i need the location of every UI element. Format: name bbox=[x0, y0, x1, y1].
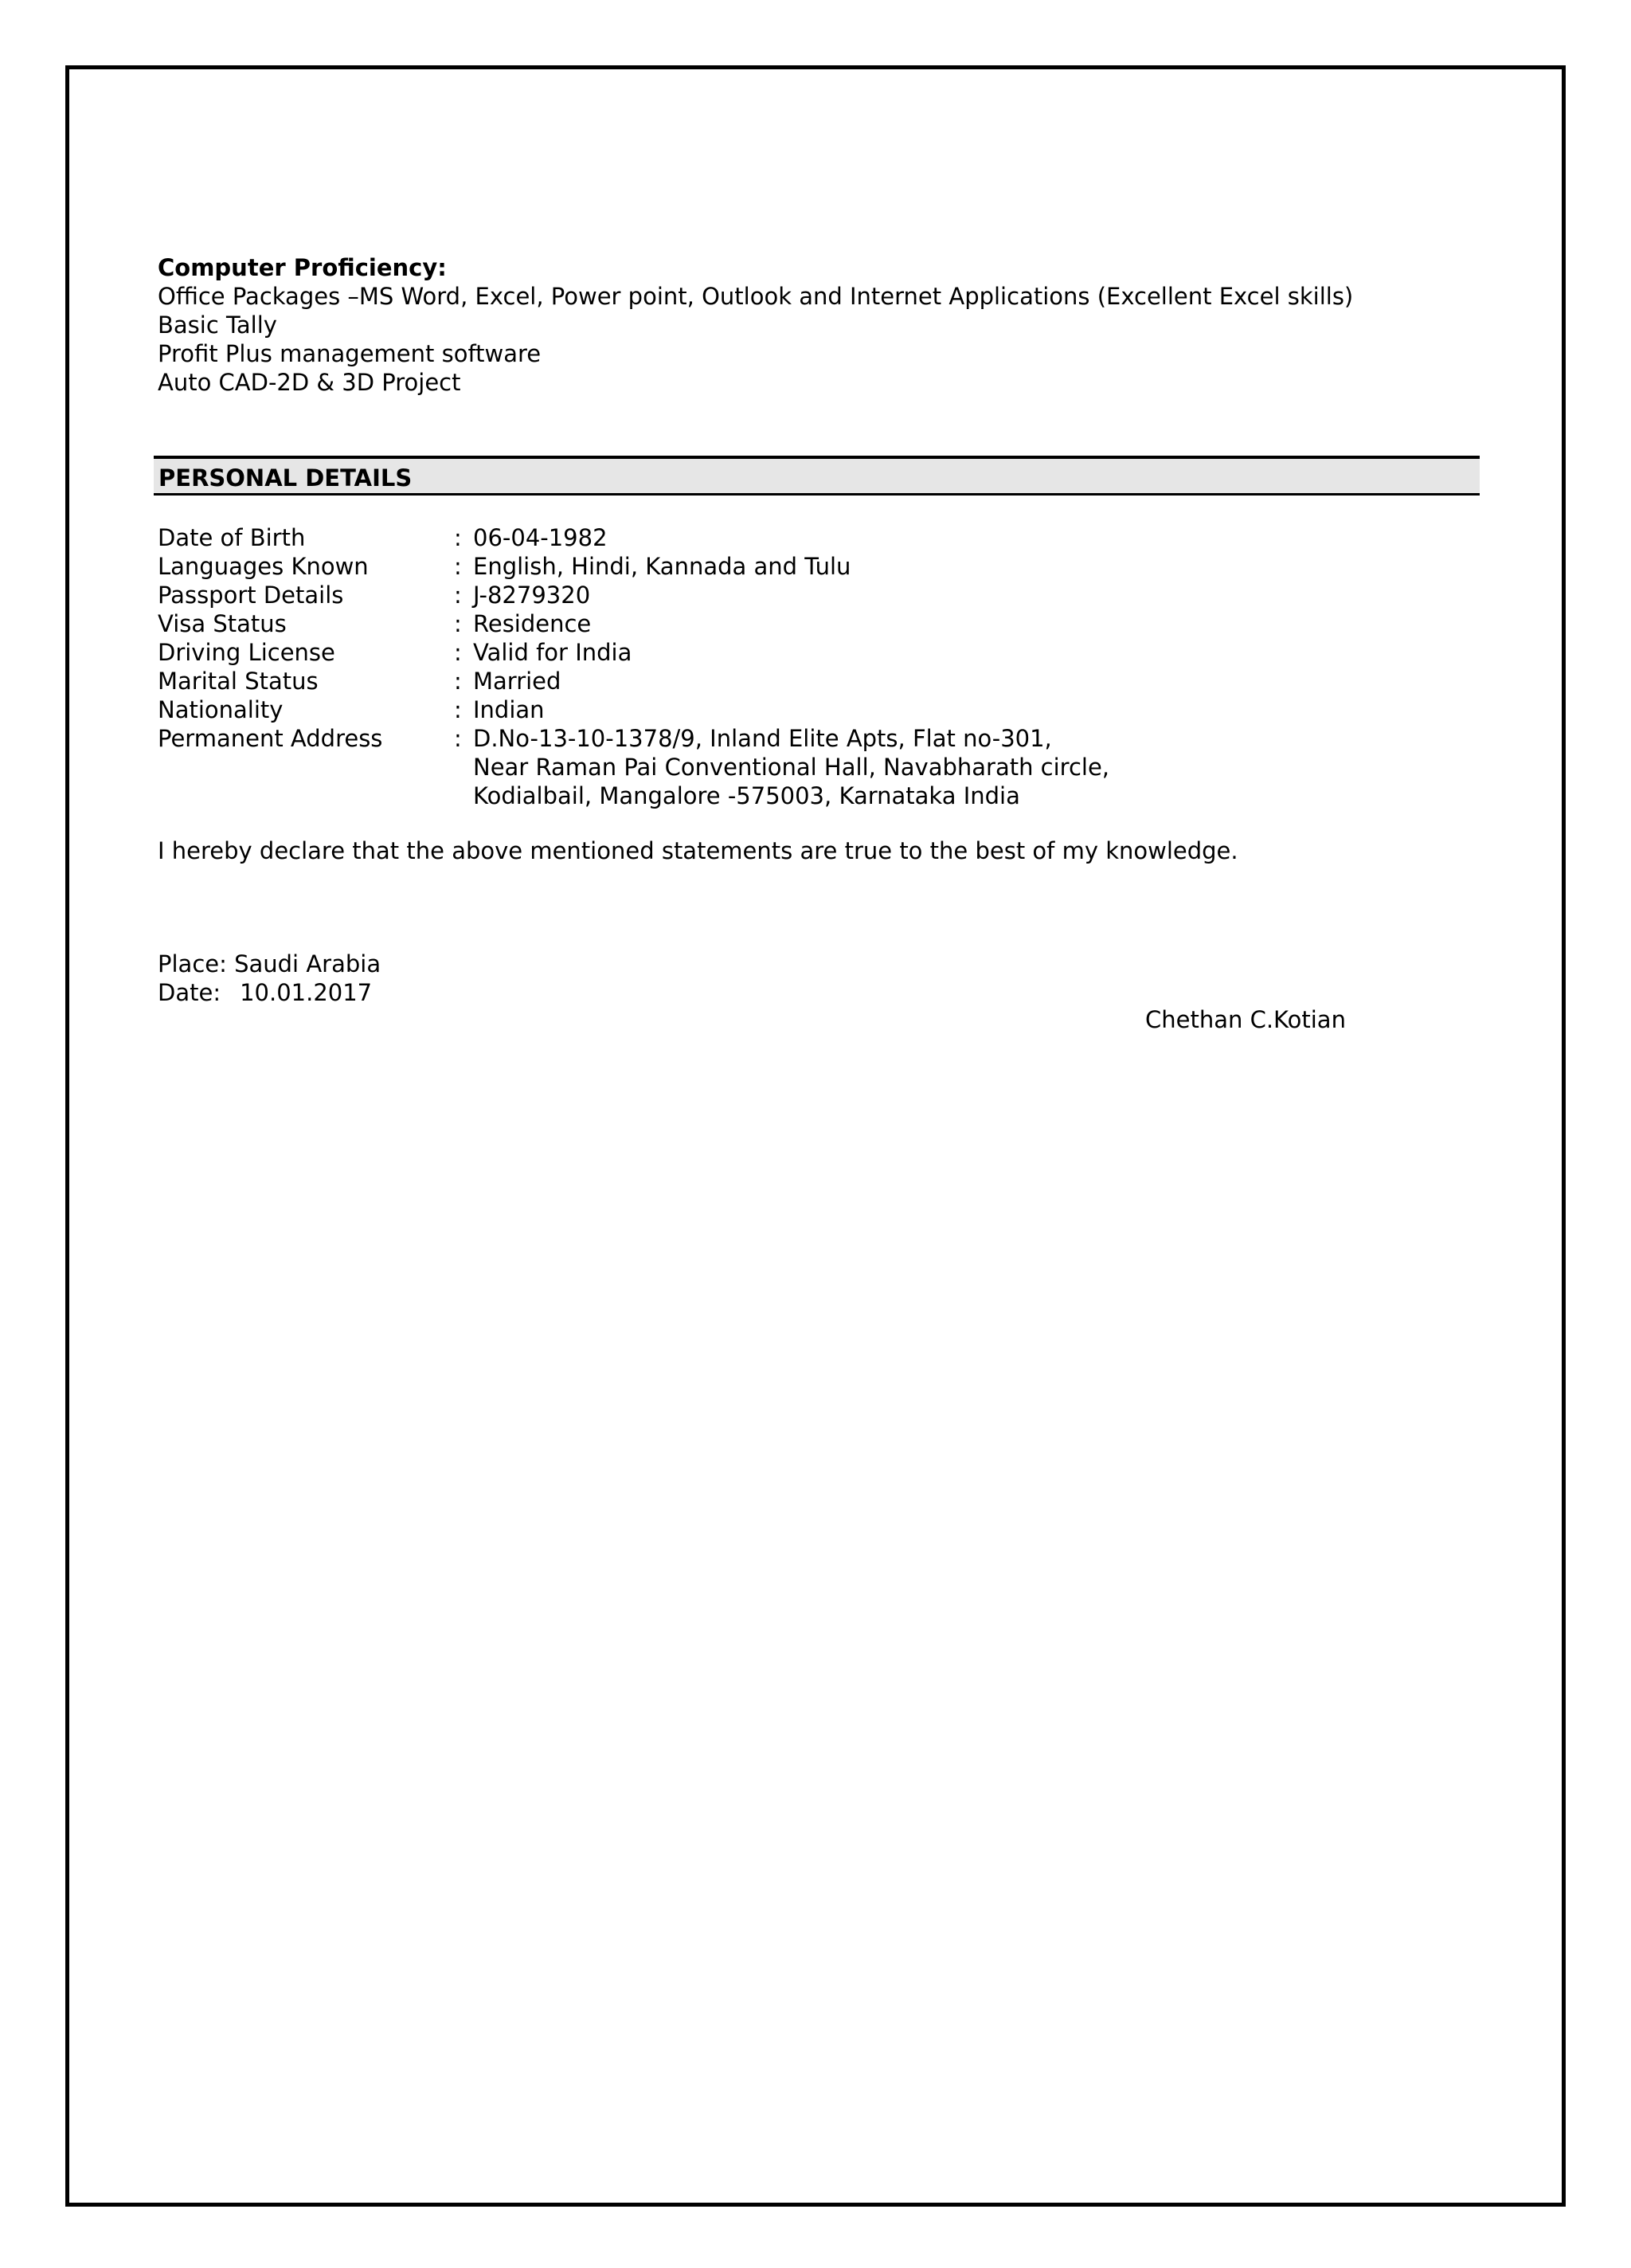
detail-row-driving-license bbox=[158, 638, 1109, 667]
date-line bbox=[158, 978, 381, 1007]
detail-value: Valid for India bbox=[473, 639, 632, 666]
computer-proficiency-section bbox=[158, 253, 1480, 397]
address-line: Kodialbail, Mangalore -575003, Karnataka India bbox=[473, 782, 1020, 809]
detail-row-passport bbox=[158, 581, 1109, 609]
proficiency-item: Profit Plus management software bbox=[158, 340, 542, 367]
proficiency-item: Basic Tally bbox=[158, 311, 277, 339]
place-date-block bbox=[158, 950, 381, 1007]
detail-row-nationality bbox=[158, 695, 1109, 724]
detail-label: Visa Status bbox=[158, 610, 287, 637]
detail-separator: : bbox=[454, 639, 462, 666]
detail-label: Permanent Address bbox=[158, 725, 383, 752]
address-line: Near Raman Pai Conventional Hall, Navabharath circle, bbox=[473, 754, 1110, 781]
detail-separator: : bbox=[454, 524, 462, 551]
proficiency-item: Office Packages –MS Word, Excel, Power point, Outlook and Internet Applications (Excellent Excel skills) bbox=[158, 283, 1354, 310]
detail-separator: : bbox=[454, 582, 462, 609]
personal-details-list bbox=[158, 523, 1109, 810]
detail-row-permanent-address bbox=[158, 724, 1109, 753]
date-value: 10.01.2017 bbox=[240, 979, 373, 1006]
declaration-text: I hereby declare that the above mentioned statements are true to the best of my knowledge. bbox=[158, 837, 1238, 864]
detail-label: Passport Details bbox=[158, 582, 344, 609]
detail-separator: : bbox=[454, 668, 462, 695]
personal-details-heading: PERSONAL DETAILS bbox=[158, 464, 413, 492]
detail-row-date-of-birth bbox=[158, 523, 1109, 552]
detail-separator: : bbox=[454, 696, 462, 723]
detail-value: D.No-13-10-1378/9, Inland Elite Apts, Flat no-301, bbox=[473, 725, 1052, 752]
detail-value: Residence bbox=[473, 610, 592, 637]
detail-label: Date of Birth bbox=[158, 524, 306, 551]
detail-separator: : bbox=[454, 610, 462, 637]
detail-label: Languages Known bbox=[158, 553, 369, 580]
personal-details-header-bar bbox=[154, 456, 1480, 496]
detail-separator: : bbox=[454, 725, 462, 752]
detail-value: J-8279320 bbox=[473, 582, 591, 609]
detail-row-languages bbox=[158, 552, 1109, 581]
date-label: Date: bbox=[158, 979, 221, 1006]
detail-value: English, Hindi, Kannada and Tulu bbox=[473, 553, 851, 580]
proficiency-item: Auto CAD-2D & 3D Project bbox=[158, 369, 461, 396]
place-value: Saudi Arabia bbox=[234, 950, 381, 977]
detail-value: Married bbox=[473, 668, 561, 695]
detail-label: Nationality bbox=[158, 696, 284, 723]
place-line bbox=[158, 950, 381, 978]
place-label: Place: bbox=[158, 950, 227, 977]
detail-label: Marital Status bbox=[158, 668, 319, 695]
detail-row-marital-status bbox=[158, 667, 1109, 695]
signature-name: Chethan C.Kotian bbox=[1145, 1006, 1346, 1033]
detail-row-visa bbox=[158, 609, 1109, 638]
detail-value: 06-04-1982 bbox=[473, 524, 608, 551]
detail-separator: : bbox=[454, 553, 462, 580]
computer-proficiency-heading: Computer Proficiency: bbox=[158, 254, 447, 281]
detail-label: Driving License bbox=[158, 639, 335, 666]
detail-value: Indian bbox=[473, 696, 545, 723]
